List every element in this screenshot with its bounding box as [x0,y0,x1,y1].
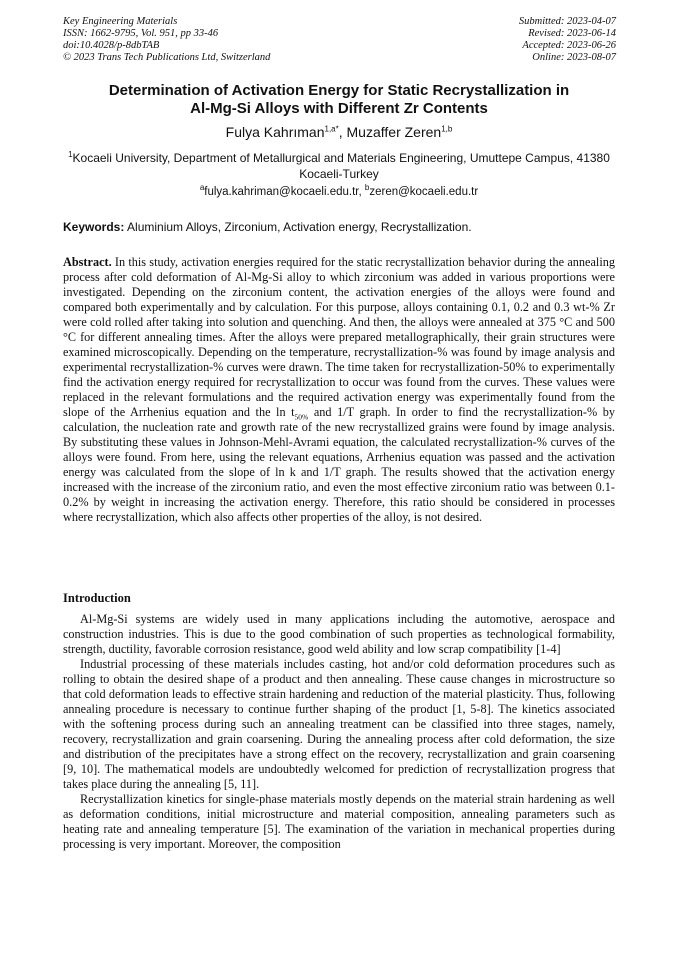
paper-title [63,82,615,118]
revised-date: Revised: 2023-06-14 [528,28,616,39]
email-a-sup: a [199,183,205,193]
submitted-date: Submitted: 2023-04-07 [518,16,616,27]
abstract-text-2: and 1/T graph. In order to find the recrystallization-% by calculation, the nucleation rate and growth rate of the new recrystallized grains were found by image analysis. By substituting these values in Johnson-Mehl-Avrami equation, the calculated recrystallization-% curves of the alloys were found. From here, using the relevant equations, Arrhenius equation was passed and the activation energy was calculated from the slope of ln k and 1/T graph. The results showed that the activation energy increased with the increase of the zirconium ratio, and even the most effective zirconium ratio was between 0.1-0.2% by weight in increasing the activation energy. Therefore, this ratio should be considered in processes where recrystallization, which also affects other properties of the alloy, is not desired. [63,405,615,524]
author-list [63,124,615,141]
journal-name: Key Engineering Materials [63,16,178,27]
abstract [63,255,615,525]
title-line-2: Al-Mg-Si Alloys with Different Zr Contents [190,100,488,117]
journal-issn: ISSN: 1662-9795, Vol. 951, pp 33-46 [63,28,219,39]
author-separator: , [338,124,347,140]
journal-doi: doi:10.4028/p-8dbTAB [63,40,160,51]
intro-paragraph-3: Recrystallization kinetics for single-phase materials mostly depends on the material strain hardening as well as deformation conditions, initial microstructure and material composition, annealing parameters such as heating rate and annealing temperature [5]. The examination of the variation in mechanical properties during processing is very important. Moreover, the composition [63,792,615,851]
affiliation-sup: 1 [68,150,73,159]
accepted-date: Accepted: 2023-06-26 [522,40,616,51]
email-b: zeren@kocaeli.edu.tr [369,186,479,198]
online-date: Online: 2023-08-07 [532,52,616,63]
journal-header [63,16,270,64]
author-2-affil: 1,b [441,124,453,134]
intro-paragraph-1: Al-Mg-Si systems are widely used in many applications including the automotive, aerospace and construction industries. This is due to the good combination of such properties as technological formability, strength, ductility, favorable corrosion resistance, good weld ability and low scrap compatibility [1-4] [63,612,615,656]
journal-copyright: © 2023 Trans Tech Publications Ltd, Switzerland [63,52,271,63]
author-1: Fulya Kahrıman [225,124,325,140]
keywords [63,220,615,235]
intro-paragraph-2: Industrial processing of these materials includes casting, hot and/or cold deformation procedures such as rolling to obtain the desired shape of a product and then annealing. These cause changes in microstructure so that cold deformation leads to effective strain hardening and reduction of the material plasticity. Thus, following annealing procedure is necessary to continue further shaping of the product [1, 5-8]. The kinetics associated with the softening process during such an annealing treatment can be classified into three stages, namely, recovery, recrystallization and grain coarsening. During the annealing process after cold deformation, the size and distribution of the precipitates have a strong effect on the recovery, recrystallization and grain coarsening [9, 10]. The mathematical models are undoubtedly welcomed for prediction of recrystallization progress that takes place during the annealing [5, 11]. [63,657,615,791]
email-b-sup: b [364,183,370,193]
dates-header [519,16,616,64]
author-emails [63,185,615,200]
affiliation [63,150,615,182]
author-1-affil: 1,a* [324,124,339,134]
abstract-text-1: In this study, activation energies required for the static recrystallization behavior during the annealing process after cold deformation of Al-Mg-Si alloy to which zirconium was added in various proportions were investigated. Depending on the zirconium content, the activation energies of the alloys were found and compared both experimentally and by calculation. For this purpose, alloys containing 0.1, 0.2 and 0.3 wt-% Zr were cold rolled after taking into solution and quenching. And then, the alloys were annealed at 375 °C and 500 °C for different annealing times. After the alloys were prepared metallographically, their grain structures were examined microscopically. Depending on the temperature, recrystallization-% was found by image analysis and experimental recrystallization-% curves were drawn. The time taken for recrystallization-50% to experimentally find the activation energy required for recrystallization to occur was found from the curves. These values were replaced in the relevant formulations and the required activation energy was experimentally found from the slope of the Arrhenius equation and the ln t [63,255,615,419]
affiliation-text: Kocaeli University, Department of Metallurgical and Materials Engineering, Umuttepe Campus, 41380 Kocaeli-Turkey [72,151,610,181]
abstract-subscript: 50% [294,412,309,422]
author-2: Muzaffer Zeren [346,124,442,140]
introduction-heading: Introduction [63,591,131,605]
abstract-label: Abstract. [63,255,112,269]
email-a: fulya.kahriman@kocaeli.edu.tr, [204,186,365,198]
keywords-text: Aluminium Alloys, Zirconium, Activation energy, Recrystallization. [124,220,472,234]
keywords-label: Keywords: [63,220,125,234]
introduction-body [63,612,615,852]
title-line-1: Determination of Activation Energy for Static Recrystallization in [108,82,570,99]
